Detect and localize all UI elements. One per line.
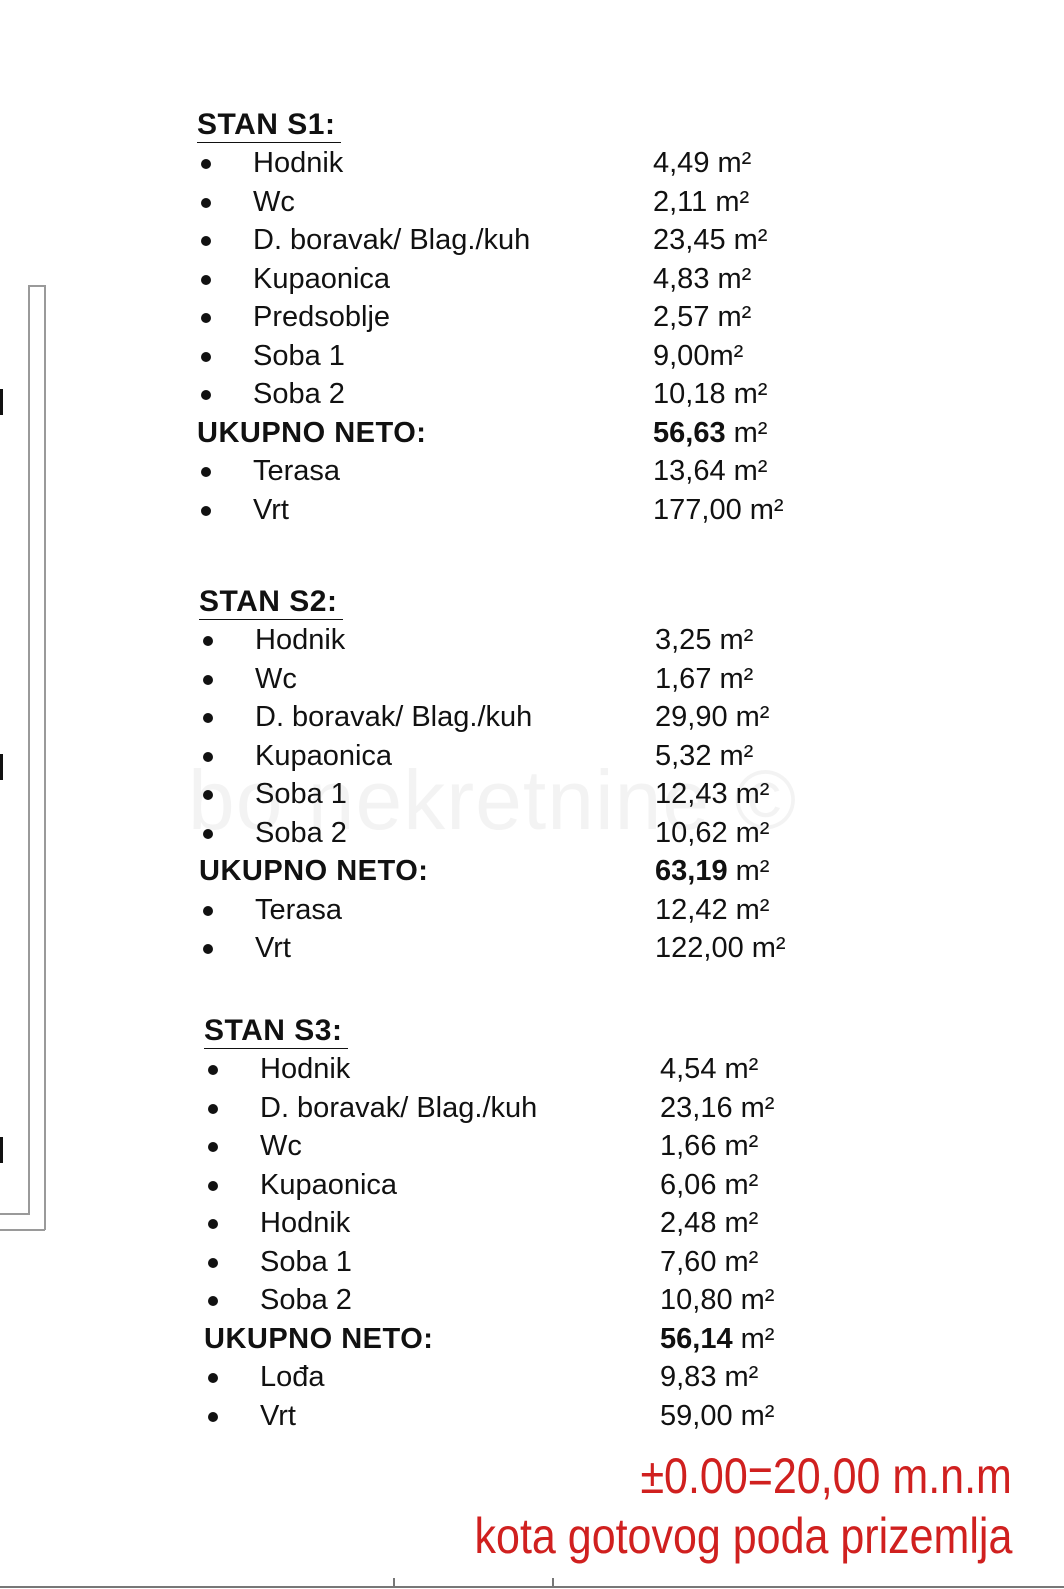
- bullet-icon: [208, 1258, 218, 1268]
- room-row: D. boravak/ Blag./kuh 23,45 m²: [197, 221, 857, 260]
- section-title: STAN S2:: [199, 583, 859, 621]
- room-row: Wc 1,66 m²: [204, 1127, 864, 1166]
- apartment-s3-section: [204, 1012, 864, 1435]
- total-row: UKUPNO NETO: 56,63 m²: [197, 416, 768, 449]
- bullet-icon: [203, 829, 213, 839]
- total-unit: m²: [725, 416, 768, 449]
- bullet-icon: [203, 713, 213, 723]
- bullet-icon: [208, 1181, 218, 1191]
- apartment-s2-section: [199, 583, 859, 968]
- bottom-border-line: [0, 1586, 1064, 1588]
- bullet-icon: [208, 1065, 218, 1075]
- total-unit: m²: [727, 855, 770, 887]
- bottom-border-tick-1: [393, 1578, 395, 1587]
- total-value: 63,19: [655, 855, 728, 887]
- outdoor-row: Vrt 122,00 m²: [199, 929, 859, 968]
- drawing-frame-bottom-inner: [0, 1213, 29, 1215]
- bullet-icon: [208, 1373, 218, 1383]
- bullet-icon: [201, 275, 211, 285]
- drawing-frame-outer-right: [44, 285, 46, 1230]
- outdoor-row: Vrt 59,00 m²: [204, 1397, 864, 1436]
- room-row: Soba 2 10,18 m²: [197, 375, 857, 414]
- outdoor-row: Lođa 9,83 m²: [204, 1358, 864, 1397]
- room-row: Wc 1,67 m²: [199, 660, 859, 699]
- bullet-icon: [201, 159, 211, 169]
- room-row: D. boravak/ Blag./kuh 23,16 m²: [204, 1089, 864, 1128]
- bullet-icon: [201, 236, 211, 246]
- bullet-icon: [203, 906, 213, 916]
- bullet-icon: [203, 675, 213, 685]
- room-row: Soba 1 7,60 m²: [204, 1243, 864, 1282]
- room-row: Soba 1 12,43 m²: [199, 775, 859, 814]
- apartment-s1-section: [197, 106, 857, 529]
- drawing-frame-bottom-outer: [0, 1229, 45, 1231]
- room-row: Kupaonica 5,32 m²: [199, 737, 859, 776]
- total-value: 56,63: [653, 416, 726, 449]
- room-row: Kupaonica 4,83 m²: [197, 260, 857, 299]
- room-row: Soba 1 9,00m²: [197, 337, 857, 376]
- room-row: Hodnik 4,49 m²: [197, 144, 857, 183]
- bullet-icon: [201, 198, 211, 208]
- total-row: UKUPNO NETO: 63,19 m²: [199, 855, 770, 887]
- level-note-elevation: ±0.00=20,00 m.n.m: [640, 1448, 1012, 1504]
- section-title: STAN S3:: [204, 1012, 864, 1050]
- bullet-icon: [208, 1142, 218, 1152]
- frame-tick-1: [0, 389, 3, 415]
- total-row: UKUPNO NETO: 56,14 m²: [204, 1322, 775, 1355]
- bullet-icon: [208, 1412, 218, 1422]
- drawing-frame-inner-left: [28, 285, 30, 1215]
- outdoor-row: Terasa 13,64 m²: [197, 452, 857, 491]
- outdoor-row: Vrt 177,00 m²: [197, 491, 857, 530]
- total-value: 56,14: [660, 1322, 733, 1355]
- section-title: STAN S1:: [197, 106, 857, 144]
- room-row: Hodnik 3,25 m²: [199, 621, 859, 660]
- bullet-icon: [201, 506, 211, 516]
- total-unit: m²: [732, 1322, 775, 1355]
- bullet-icon: [203, 752, 213, 762]
- outdoor-row: Terasa 12,42 m²: [199, 891, 859, 930]
- bullet-icon: [201, 467, 211, 477]
- bullet-icon: [201, 313, 211, 323]
- room-row: Hodnik 4,54 m²: [204, 1050, 864, 1089]
- bullet-icon: [201, 352, 211, 362]
- bullet-icon: [201, 390, 211, 400]
- room-row: D. boravak/ Blag./kuh 29,90 m²: [199, 698, 859, 737]
- room-row: Predsoblje 2,57 m²: [197, 298, 857, 337]
- bullet-icon: [203, 790, 213, 800]
- bottom-border-tick-2: [552, 1578, 554, 1587]
- bullet-icon: [203, 636, 213, 646]
- room-row: Kupaonica 6,06 m²: [204, 1166, 864, 1205]
- bullet-icon: [208, 1219, 218, 1229]
- frame-tick-2: [0, 754, 3, 780]
- room-row: Soba 2 10,62 m²: [199, 814, 859, 853]
- level-note-description: kota gotovog poda prizemlja: [474, 1508, 1012, 1564]
- room-row: Hodnik 2,48 m²: [204, 1204, 864, 1243]
- room-row: Wc 2,11 m²: [197, 183, 857, 222]
- bullet-icon: [208, 1104, 218, 1114]
- bullet-icon: [208, 1296, 218, 1306]
- room-row: Soba 2 10,80 m²: [204, 1281, 864, 1320]
- frame-tick-3: [0, 1137, 3, 1163]
- bullet-icon: [203, 944, 213, 954]
